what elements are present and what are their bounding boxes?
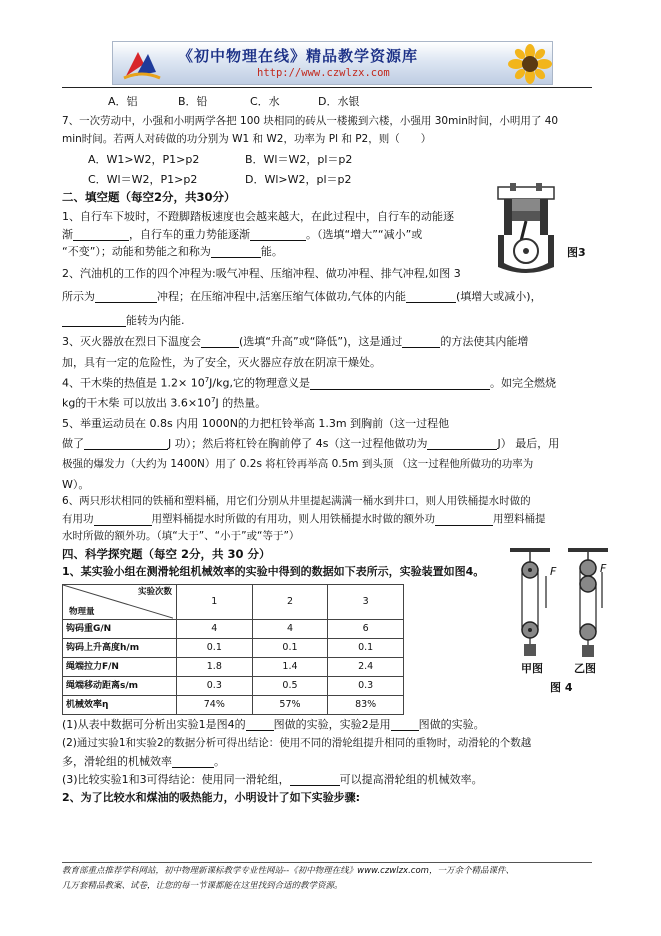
answer-blank[interactable] xyxy=(94,514,152,526)
cell: 0.3 xyxy=(328,677,404,696)
cell: 0.3 xyxy=(177,677,253,696)
q4b-pre: kg的干木柴 可以放出 3.6×10 xyxy=(62,396,212,410)
answer-blank[interactable] xyxy=(201,336,239,348)
row-label: 绳端移动距离s/m xyxy=(63,677,177,696)
q4b-post: J 的热量。 xyxy=(215,396,267,410)
explore-s2-line1: (2)通过实验1和实验2的数据分析可得出结论：使用不同的滑轮组提升相同的重物时，动滑轮的个数越 xyxy=(62,737,532,749)
choice-d: D．水银 xyxy=(318,95,360,108)
s1-post: 图做的实验。 xyxy=(418,718,485,731)
table-row xyxy=(63,696,404,715)
answer-blank[interactable] xyxy=(84,438,168,450)
q6b-mid: 用塑料桶提水时所做的有用功，则人用铁桶提水时做的额外功 xyxy=(151,513,435,525)
efficiency-table xyxy=(62,584,404,715)
s1-mid: 图做的实验，实验2是用 xyxy=(273,718,391,731)
cell: 4 xyxy=(177,620,253,639)
q3a-pre: 3、灭火器放在烈日下温度会 xyxy=(62,335,201,348)
q4a-mid: J/kg,它的物理意义是 xyxy=(209,376,310,390)
table-row xyxy=(63,658,404,677)
fill-q1-line3 xyxy=(62,245,283,258)
fill-q3-line1 xyxy=(62,335,528,348)
engine-figure xyxy=(490,183,562,275)
fill-q6-line2 xyxy=(62,513,546,526)
force-label-yi: F xyxy=(600,562,607,575)
fill-q2-line3 xyxy=(62,314,185,327)
figure-yi-label: 乙图 xyxy=(574,662,596,675)
q1c-pre: “不变”）；动能和势能之和称为 xyxy=(62,245,211,258)
cell: 0.1 xyxy=(252,639,328,658)
q4a-sup: 7 xyxy=(204,376,210,384)
q1c-post: 能。 xyxy=(260,245,283,258)
fill-q2-line1: 2、汽油机的工作的四个冲程为:吸气冲程、压缩冲程、做功冲程、排气冲程,如图 3 xyxy=(62,267,461,280)
q5b-pre: 做了 xyxy=(62,437,84,450)
section-fill-title: 二、填空题（每空2分，共30分） xyxy=(62,190,236,204)
q2b-pre: 所示为 xyxy=(62,290,95,303)
answer-blank[interactable] xyxy=(290,774,340,786)
fill-q3-line2: 加，具有一定的危险性，为了安全，灭火器应存放在阴凉干燥处。 xyxy=(62,356,381,369)
table-row xyxy=(63,639,404,658)
answer-blank[interactable] xyxy=(211,246,261,258)
q7-line1: 7、一次劳动中，小强和小明两学各把 100 块相同的砖从一楼搬到六楼，小强用 30min时间，小明用了 40 xyxy=(62,115,559,127)
fill-q4-line2 xyxy=(62,396,266,410)
s1-pre: (1)从表中数据可分析出实验1是图4的 xyxy=(62,718,246,731)
q7-option-c: C．Wl＝W2，P1>p2 xyxy=(88,173,198,186)
explore-q2: 2、为了比较水和煤油的吸热能力，小明设计了如下实验步骤: xyxy=(62,791,361,804)
sunflower-icon xyxy=(508,44,552,84)
s3-post: 可以提高滑轮组的机械效率。 xyxy=(339,773,483,786)
q1b-pre: 渐 xyxy=(62,228,73,241)
cell: 57% xyxy=(252,696,328,715)
fill-q5-line1: 5、举重运动员在 0.8s 内用 1000N的力把杠铃举高 1.3m 到胸前（这一过程他 xyxy=(62,417,450,430)
s2b-post: 。 xyxy=(214,755,225,768)
q1b-post: 。（选填“增大”“减小”或 xyxy=(306,228,423,241)
fill-q5-line2 xyxy=(62,437,559,450)
explore-q1: 1、某实验小组在测滑轮组机械效率的实验中得到的数据如下表所示，实验装置如图4。 xyxy=(62,565,485,578)
force-label-jia: F xyxy=(550,565,557,578)
answer-blank[interactable] xyxy=(402,336,440,348)
cell: 6 xyxy=(328,620,404,639)
cell: 74% xyxy=(177,696,253,715)
fill-q5-line3: 极强的爆发力（大约为 1400N）用了 0.2s 将杠铃再举高 0.5m 到头顶 （这一过程他所做功的功率为 xyxy=(62,458,534,470)
answer-blank[interactable] xyxy=(250,229,306,241)
footer-line1: 教育部重点推荐学科网站，初中物理新课标教学专业性网站--《初中物理在线》www.czwlzx.com，一万余个精品课件、 xyxy=(62,866,514,876)
q5b-mid: J 功）；然后将杠铃在胸前停了 4s（这一过程他做功为 xyxy=(168,437,428,450)
cell: 2.4 xyxy=(328,658,404,677)
choice-a: A．铝 xyxy=(108,95,138,108)
q3a-mid: (选填“升高”或“降低”)，这是通过 xyxy=(239,335,403,348)
section-explore-title: 四、科学探究题（每空 2分，共 30 分） xyxy=(62,547,271,561)
row-label: 机械效率η xyxy=(63,696,177,715)
explore-s3 xyxy=(62,773,483,786)
explore-s1 xyxy=(62,718,485,731)
q2b-post: (填增大或减小)， xyxy=(456,290,542,303)
banner-url[interactable]: http://www.czwlzx.com xyxy=(257,67,390,79)
header-rule xyxy=(62,87,592,88)
q3a-post: 的方法使其内能增 xyxy=(440,335,529,348)
q1b-mid: ，自行车的重力势能逐渐 xyxy=(129,228,250,241)
q4a-pre: 4、干木柴的热值是 1.2× 10 xyxy=(62,376,205,390)
cell: 83% xyxy=(328,696,404,715)
footer-rule xyxy=(62,862,592,863)
pulley-figure-jia xyxy=(506,548,556,660)
answer-blank[interactable] xyxy=(435,514,493,526)
q7-option-a: A．W1>W2，P1>p2 xyxy=(88,153,200,166)
corner-top-label: 实验次数 xyxy=(137,587,172,597)
q6b-post: 用塑料桶提 xyxy=(493,513,546,525)
answer-blank[interactable] xyxy=(73,229,129,241)
s3-pre: (3)比较实验1和3可得结论：使用同一滑轮组， xyxy=(62,773,290,786)
fill-q4-line1 xyxy=(62,376,556,390)
figure-jia-label: 甲图 xyxy=(521,662,543,675)
table-row xyxy=(63,620,404,639)
row-label: 钩码上升高度h/m xyxy=(63,639,177,658)
answer-blank[interactable] xyxy=(427,438,497,450)
answer-blank[interactable] xyxy=(95,291,157,303)
q7-line2: min时间。若两人对砖做的功分别为 W1 和 W2，功率为 Pl 和 P2，则（ ） xyxy=(62,133,432,145)
answer-blank[interactable] xyxy=(310,378,490,390)
figure3-label: 图3 xyxy=(567,246,586,259)
q5b-post: J） 最后，用 xyxy=(497,437,560,450)
choice-c: C．水 xyxy=(250,95,280,108)
fill-q1-line2 xyxy=(62,228,422,241)
table-row xyxy=(63,677,404,696)
fill-q6-line1: 6、两只形状相同的铁桶和塑料桶，用它们分别从井里提起满满一桶水到井口，则人用铁桶提水时做的 xyxy=(62,495,531,507)
cell: 0.5 xyxy=(252,677,328,696)
answer-blank[interactable] xyxy=(172,756,214,768)
q4b-sup: 7 xyxy=(211,396,216,404)
col-header: 2 xyxy=(252,585,328,620)
cell: 1.4 xyxy=(252,658,328,677)
fill-q6-line3: 水时所做的额外功。（填“大于”、“小于”或“等于”） xyxy=(62,530,300,542)
q2b-mid: 冲程；在压缩冲程中,活塞压缩气体做功,气体的内能 xyxy=(157,290,406,303)
fill-q5-line4: W）。 xyxy=(62,478,90,491)
logo-icon xyxy=(122,46,162,82)
answer-blank[interactable] xyxy=(246,719,274,731)
choice-b: B．铅 xyxy=(178,95,208,108)
s2b-pre: 多，滑轮组的机械效率 xyxy=(62,755,172,768)
q7-option-b: B．Wl＝W2，pl＝p2 xyxy=(245,153,353,166)
figure4-label: 图 4 xyxy=(550,681,573,694)
q4a-post: 。如完全燃烧 xyxy=(489,376,556,390)
cell: 4 xyxy=(252,620,328,639)
answer-blank[interactable] xyxy=(62,315,126,327)
col-header: 3 xyxy=(328,585,404,620)
q7-option-d: D．Wl>W2，pl＝p2 xyxy=(245,173,352,186)
cell: 0.1 xyxy=(328,639,404,658)
col-header: 1 xyxy=(177,585,253,620)
corner-bottom-label: 物理量 xyxy=(69,606,95,617)
q6b-pre: 有用功 xyxy=(62,513,94,525)
banner-title: 《初中物理在线》精品教学资源库 xyxy=(178,47,419,65)
explore-s2-line2 xyxy=(62,755,225,768)
cell: 0.1 xyxy=(177,639,253,658)
row-label: 钩码重G/N xyxy=(63,620,177,639)
fill-q1-line1: 1、自行车下坡时，不蹬脚踏板速度也会越来越大，在此过程中，自行车的动能逐 xyxy=(62,210,454,223)
fill-q2-line2 xyxy=(62,290,542,303)
table-corner xyxy=(63,585,177,620)
answer-blank[interactable] xyxy=(391,719,419,731)
answer-blank[interactable] xyxy=(406,291,456,303)
footer-line2: 几万套精品教案、试卷，让您的每一节课都能在这里找到合适的教学资源。 xyxy=(62,881,343,891)
row-label: 绳端拉力F/N xyxy=(63,658,177,677)
table-header-row xyxy=(63,585,404,620)
cell: 1.8 xyxy=(177,658,253,677)
q2c-post: 能转为内能. xyxy=(126,314,185,327)
